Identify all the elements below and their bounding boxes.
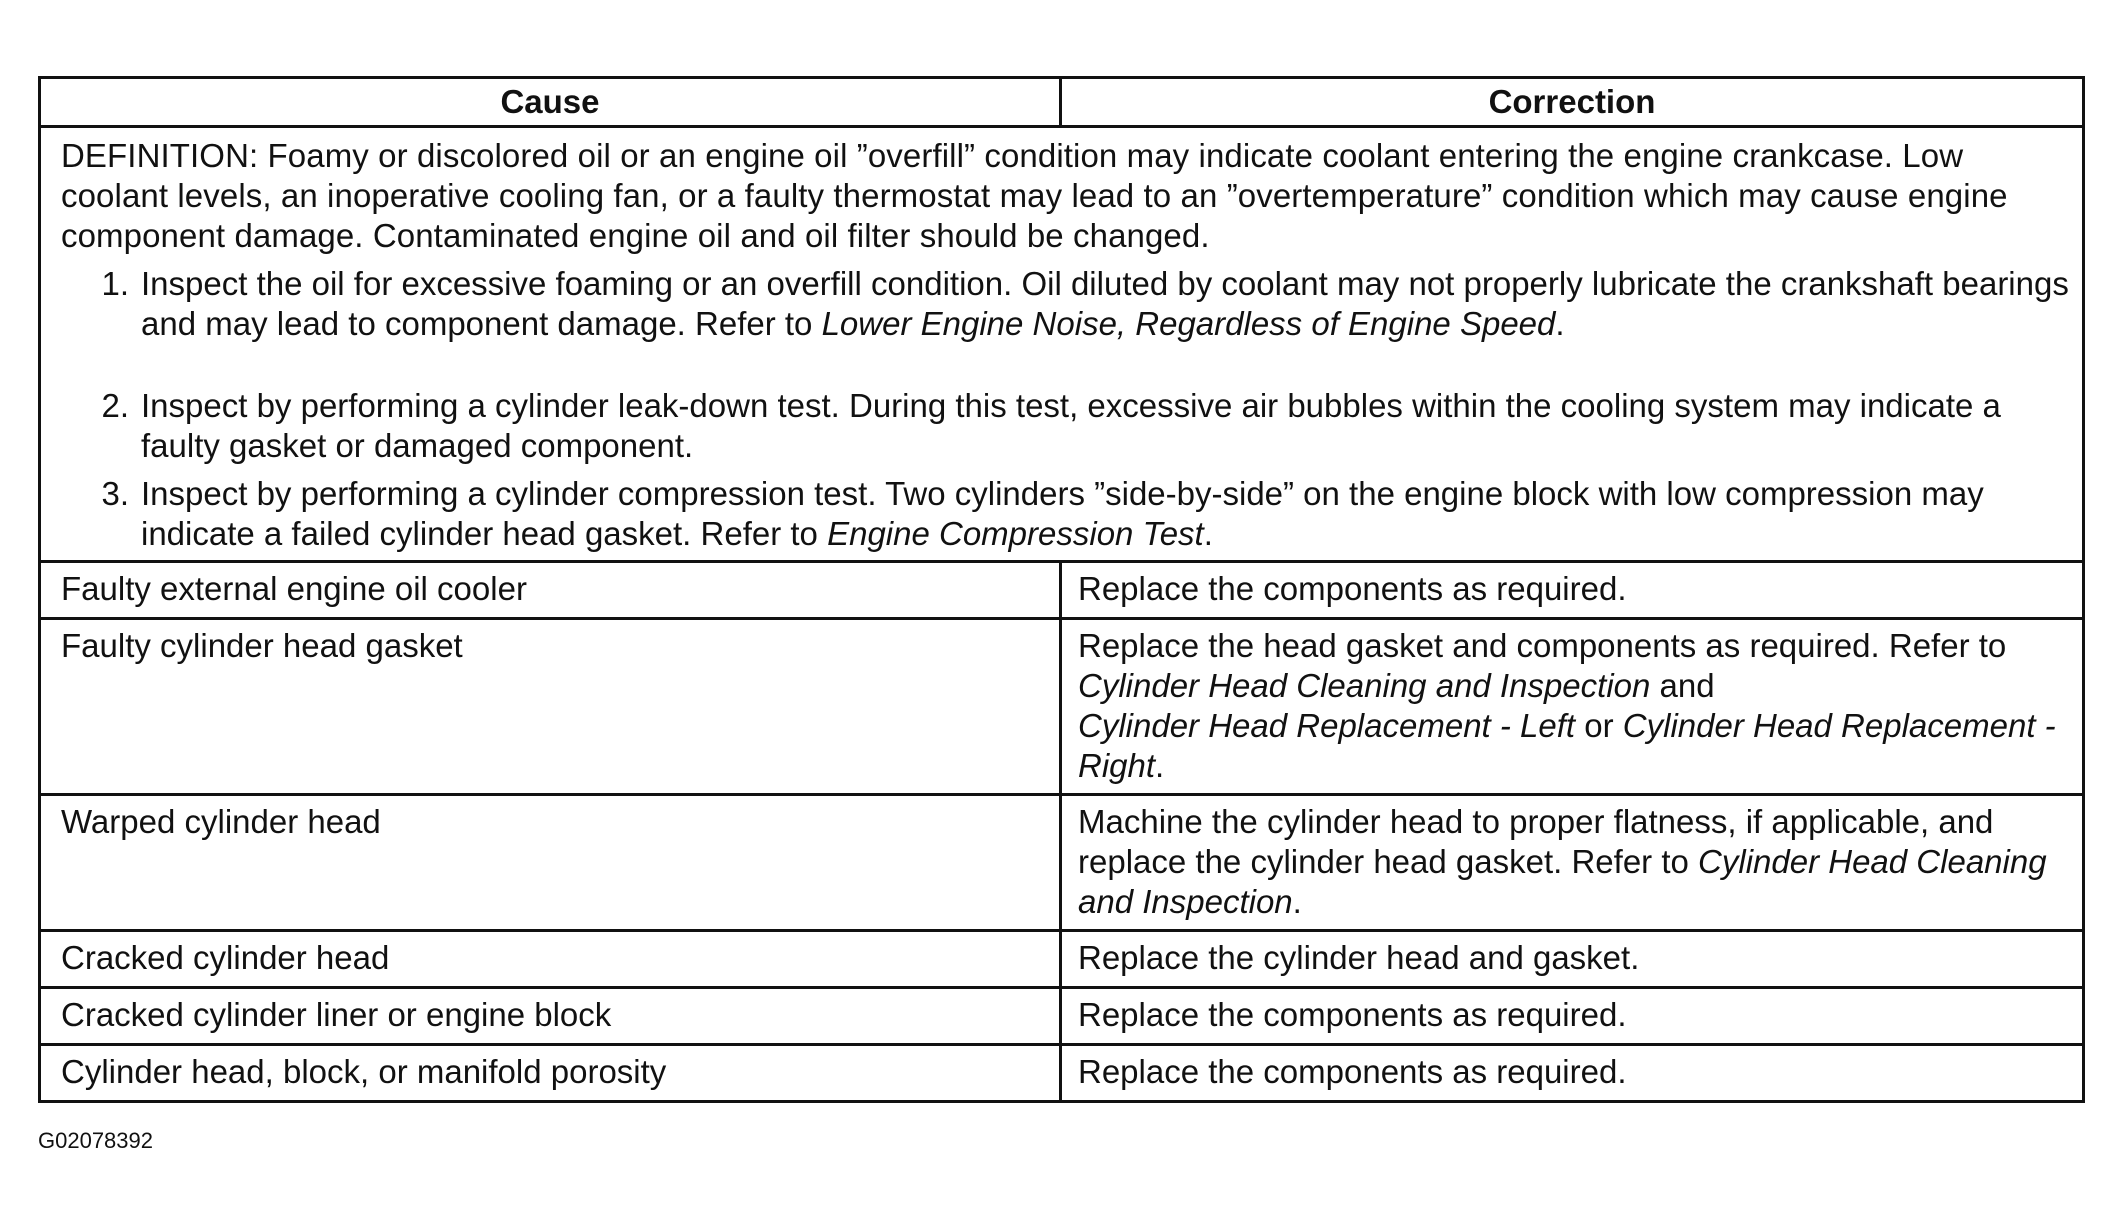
correction-reference: Cylinder Head Replacement - Left — [1078, 707, 1576, 744]
step-number: 2. — [101, 387, 129, 424]
table-row — [40, 562, 2084, 619]
correction-cell: Replace the components as required. — [1061, 562, 2084, 619]
table-header-row — [40, 78, 2084, 127]
cause-cell: Cracked cylinder liner or engine block — [40, 988, 1061, 1045]
correction-text: Replace the head gasket and components as required. Refer to — [1078, 627, 2007, 664]
table-row — [40, 619, 2084, 795]
correction-text: . — [1292, 883, 1302, 920]
correction-cell: Replace the cylinder head and gasket. — [1061, 931, 2084, 988]
correction-text: and — [1650, 667, 1715, 704]
step-body — [141, 386, 2072, 466]
header-cause: Cause — [40, 78, 1061, 127]
table-row — [40, 988, 2084, 1045]
step-item — [61, 474, 2072, 554]
step-reference: Lower Engine Noise, Regardless of Engine Speed — [821, 305, 1556, 342]
table-row — [40, 931, 2084, 988]
correction-text: Machine the cylinder head to proper flatness, if applicable, and replace the cylinder head gasket. Refer to — [1078, 803, 1994, 880]
cause-cell: Faulty external engine oil cooler — [40, 562, 1061, 619]
step-text: Inspect the oil for excessive foaming or an overfill condition. Oil diluted by coolant may not properly lubricate the crankshaft bearings and may lead to component damage. Refer to — [141, 265, 2069, 342]
cause-cell: Cracked cylinder head — [40, 931, 1061, 988]
diagnostic-table — [38, 76, 2085, 1103]
correction-cell — [1061, 795, 2084, 931]
step-item — [61, 264, 2072, 344]
definition-cell — [40, 127, 2084, 562]
cause-cell: Cylinder head, block, or manifold porosity — [40, 1045, 1061, 1102]
correction-cell: Replace the components as required. — [1061, 1045, 2084, 1102]
correction-text: . — [1155, 747, 1165, 784]
correction-cell — [1061, 619, 2084, 795]
definition-row — [40, 127, 2084, 562]
step-item — [61, 386, 2072, 466]
steps-list — [61, 264, 2072, 554]
correction-reference: Cylinder Head Replacement - Right — [1078, 707, 2056, 784]
step-number: 3. — [101, 475, 129, 512]
correction-reference: Cylinder Head Cleaning and Inspection — [1078, 667, 1651, 704]
step-text: Inspect by performing a cylinder leak-down test. During this test, excessive air bubbles within the cooling system may indicate a faulty gasket or damaged component. — [141, 387, 2001, 464]
cause-cell: Warped cylinder head — [40, 795, 1061, 931]
table-row — [40, 1045, 2084, 1102]
cause-cell: Faulty cylinder head gasket — [40, 619, 1061, 795]
header-correction: Correction — [1061, 78, 2084, 127]
step-end: . — [1203, 515, 1213, 552]
correction-reference: Cylinder Head Cleaning and Inspection — [1078, 843, 2047, 920]
step-text: Inspect by performing a cylinder compression test. Two cylinders ”side-by-side” on the engine block with low compression may indicate a failed cylinder head gasket. Refer to — [141, 475, 1984, 552]
step-number: 1. — [101, 265, 129, 302]
correction-text: or — [1575, 707, 1623, 744]
definition-text: DEFINITION: Foamy or discolored oil or an engine oil ”overfill” condition may indicate coolant entering the engine crankcase. Low coolant levels, an inoperative cooling fan, or a faulty thermostat may lead to an ”overtemperature” condition which may cause engine component damage. Contaminated engine oil and oil filter should be changed. — [61, 137, 2008, 254]
step-reference: Engine Compression Test — [827, 515, 1204, 552]
step-body — [141, 264, 2072, 344]
step-body — [141, 474, 2072, 554]
figure-id: G02078392 — [38, 1128, 153, 1153]
step-end: . — [1555, 305, 1565, 342]
correction-cell: Replace the components as required. — [1061, 988, 2084, 1045]
table-row — [40, 795, 2084, 931]
